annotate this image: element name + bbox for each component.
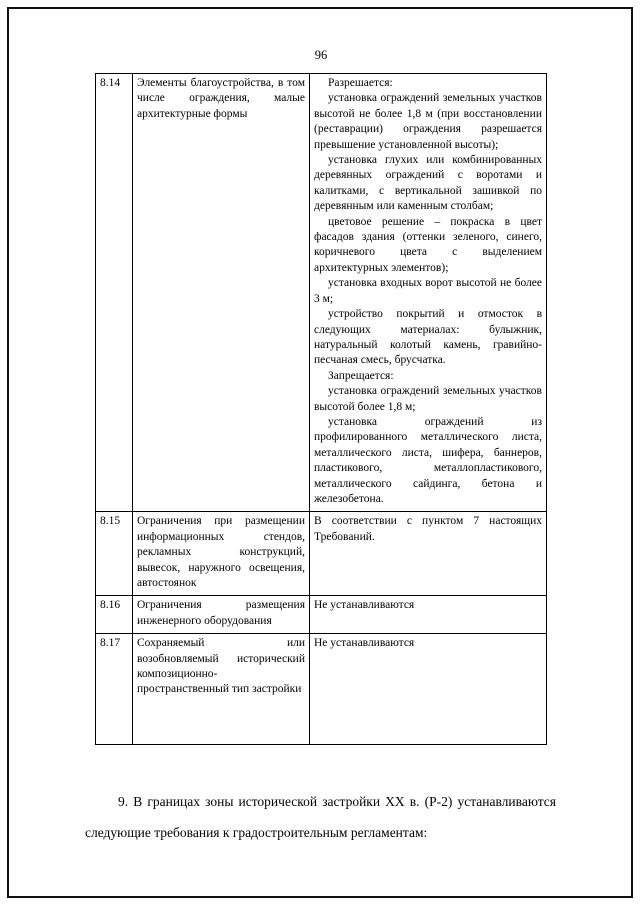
- row-body-cell: [310, 512, 547, 596]
- page-number: 96: [314, 48, 328, 62]
- row-body-cell: [310, 634, 547, 745]
- paragraph: установка ограждений земельных участков высотой более 1,8 м;: [314, 385, 542, 413]
- paragraph: цветовое решение – покраска в цвет фасадов здания (оттенки зеленого, синего, коричневого цвета с выделением архитектурных элементов);: [314, 215, 542, 274]
- row-number-cell: 8.17: [96, 634, 133, 745]
- row-body-cell: [310, 74, 547, 512]
- paragraph: устройство покрытий и отмосток в следующих материалах: булыжник, натуральный колотый камень, гравийно-песчаная смесь, брусчатка.: [314, 308, 542, 367]
- row-title-cell: Элементы благоустройства, в том числе ограждения, малые архитектурные формы: [133, 74, 310, 512]
- paragraph: Разрешается:: [328, 77, 393, 89]
- row-body-cell: [310, 596, 547, 634]
- row-number-cell: 8.14: [96, 74, 133, 512]
- row-number-cell: 8.16: [96, 596, 133, 634]
- row-title-cell: Ограничения при размещении информационных стендов, рекламных конструкций, вывесок, наружного освещения, автостоянок: [133, 512, 310, 596]
- row-number-cell: 8.15: [96, 512, 133, 596]
- requirements-table: [95, 73, 547, 745]
- row-title-cell: Ограничения размещения инженерного оборудования: [133, 596, 310, 634]
- paragraph: Не устанавливаются: [314, 599, 415, 612]
- table-row-8-14: [96, 74, 547, 512]
- paragraph: установка ограждений земельных участков высотой не более 1,8 м (при восстановлении (реставрации) ограждения разрешается превышение установленной высоты);: [314, 92, 542, 151]
- table-row-8-15: [96, 512, 547, 596]
- closing-paragraph: 9. В границах зоны исторической застройки XX в. (Р-2) устанавливаются следующие требования к градостроительным регламентам:: [85, 794, 556, 840]
- table-row-8-16: [96, 596, 547, 634]
- paragraph: установка ограждений из профилированного металлического листа, металлического листа, шифера, баннеров, пластикового, металлопластикового, металлического сайдинга, бетона и железобетона.: [314, 415, 542, 505]
- paragraph: установка входных ворот высотой не более 3 м;: [314, 277, 542, 305]
- document-page: [85, 48, 556, 848]
- table-row-8-17: [96, 634, 547, 745]
- paragraph: установка глухих или комбинированных деревянных ограждений с воротами и калитками, с вертикальной зашивкой по деревянным или каменным столбам;: [314, 154, 542, 213]
- paragraph: Не устанавливаются: [314, 637, 415, 650]
- paragraph: Запрещается:: [328, 369, 394, 382]
- row-title-cell: Сохраняемый или возобновляемый исторический композиционно-пространственный тип застройки: [133, 634, 310, 745]
- paragraph: В соответствии с пунктом 7 настоящих Требований.: [314, 515, 542, 543]
